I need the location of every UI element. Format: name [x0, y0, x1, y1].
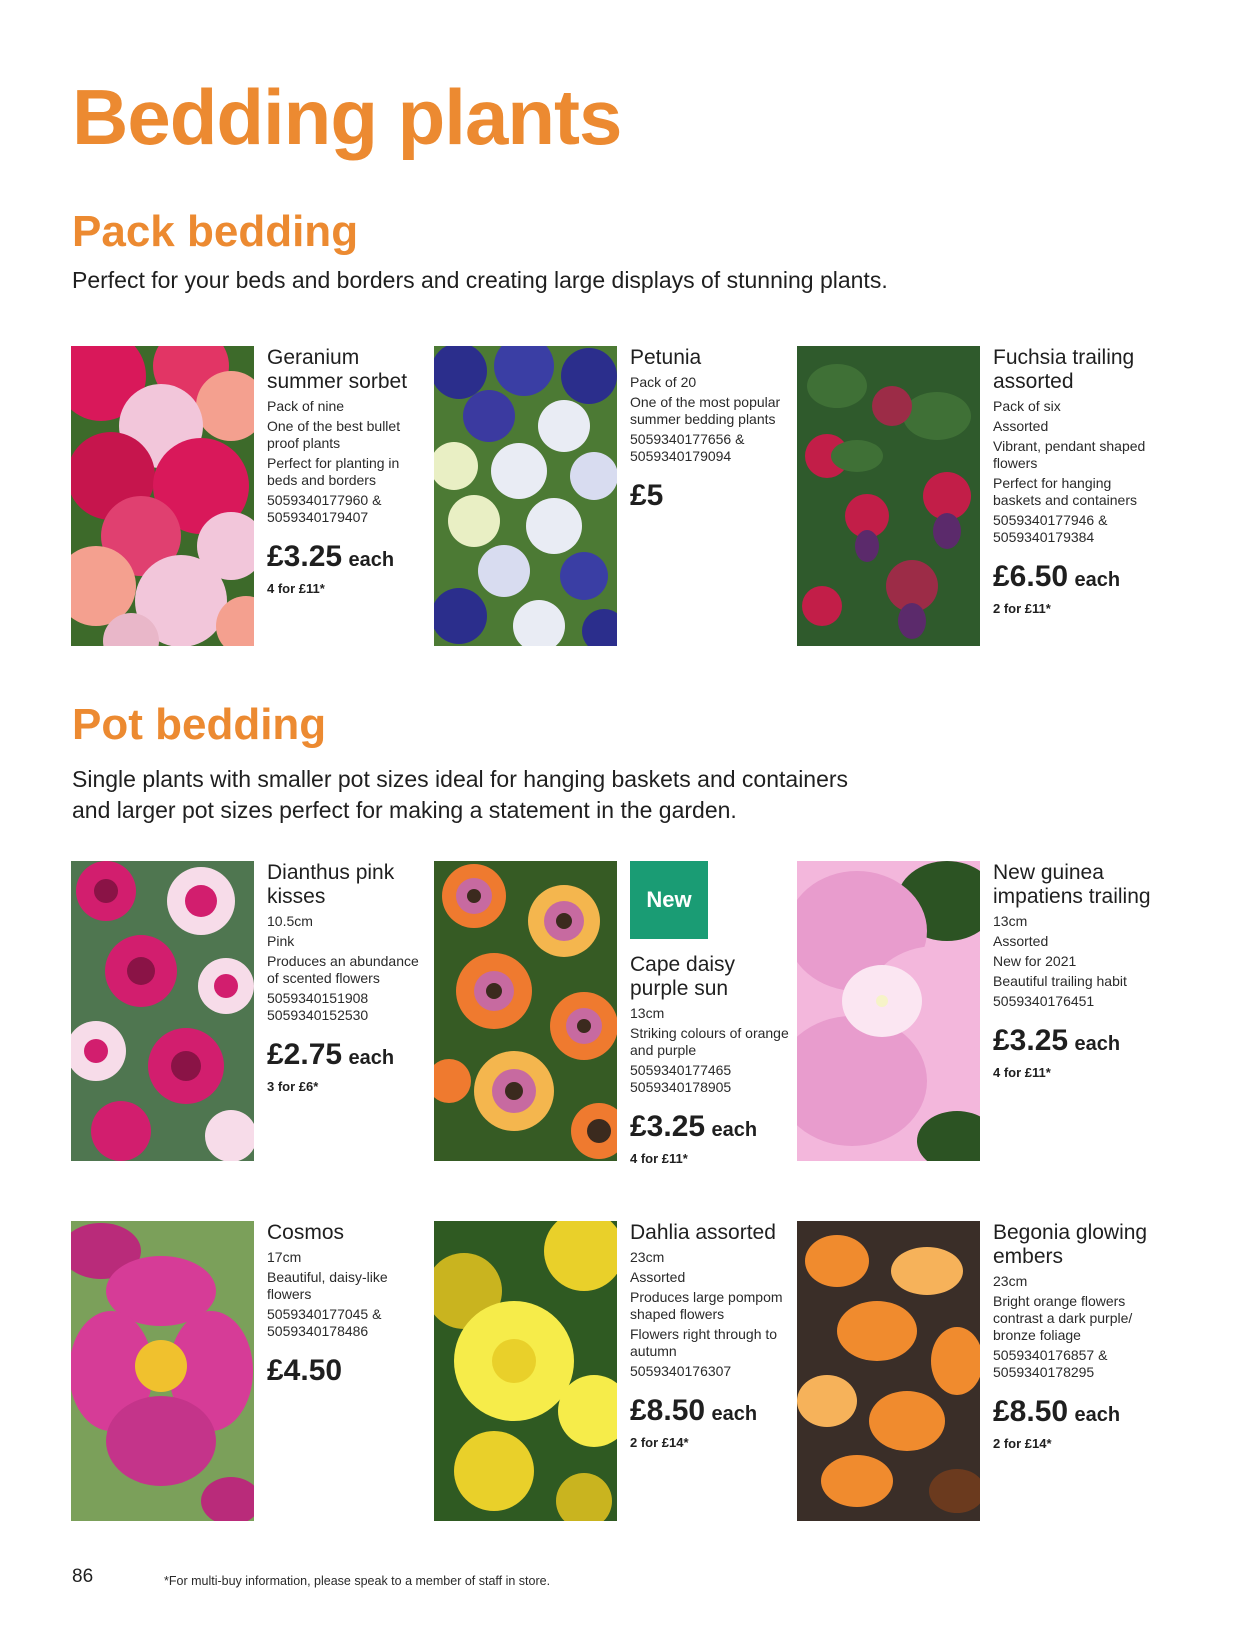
product-detail: 23cm: [993, 1273, 1028, 1289]
product-name: New guinea impatiens trailing: [993, 861, 1151, 908]
multibuy-offer: 4 for £11*: [993, 1065, 1051, 1080]
product-name: Petunia: [630, 346, 702, 369]
multibuy-footnote: *For multi-buy information, please speak to a member of staff in store.: [164, 1574, 551, 1588]
product-detail: Flowers right through to autumn: [630, 1326, 778, 1359]
multibuy-offer: 4 for £11*: [630, 1151, 688, 1166]
impatiens-photo: [797, 861, 980, 1161]
price-unit: each: [348, 549, 395, 571]
begonia-info: [993, 1221, 1153, 1451]
price: £3.25: [993, 1024, 1069, 1057]
product-code: 5059340176451: [993, 993, 1095, 1009]
product-detail: Perfect for hanging baskets and containers: [993, 475, 1137, 508]
price-row: [630, 1110, 790, 1149]
product-detail: Bright orange flowers contrast a dark purple/ bronze foliage: [993, 1293, 1133, 1343]
product-detail: Pink: [267, 933, 295, 949]
product-code: 5059340177465: [630, 1062, 732, 1078]
petunia-info: [630, 346, 790, 518]
price: £8.50: [630, 1394, 706, 1427]
price: £6.50: [993, 560, 1069, 593]
multibuy-offer: 2 for £14*: [630, 1435, 689, 1450]
fuchsia-image: [797, 346, 980, 646]
product-name: Geranium summer sorbet: [267, 346, 408, 393]
product-card-dianthus: [71, 861, 423, 1161]
begonia-image: [797, 1221, 980, 1521]
cosmos-info: [267, 1221, 427, 1393]
dianthus-info: [267, 861, 427, 1094]
product-code: 5059340177656 &: [630, 431, 745, 447]
product-detail: Assorted: [993, 418, 1049, 434]
product-detail: Produces an abundance of scented flowers: [267, 953, 419, 986]
product-detail: Perfect for planting in beds and borders: [267, 455, 400, 488]
product-card-dahlia: [434, 1221, 786, 1521]
geranium-info: [267, 346, 427, 596]
product-detail: Pack of 20: [630, 374, 697, 390]
product-detail: Produces large pompom shaped flowers: [630, 1289, 783, 1322]
multibuy-offer: 2 for £14*: [993, 1436, 1052, 1451]
price-row: [993, 560, 1153, 599]
product-name: Dianthus pink kisses: [267, 861, 395, 908]
multibuy-offer: 3 for £6*: [267, 1079, 319, 1094]
multibuy-offer: 2 for £11*: [993, 601, 1051, 616]
begonia-photo: [797, 1221, 980, 1521]
product-detail: Assorted: [993, 933, 1049, 949]
product-card-cape-daisy: [434, 861, 789, 1166]
product-code: 5059340179094: [630, 448, 732, 464]
product-detail: Striking colours of orange and purple: [630, 1025, 789, 1058]
product-detail: Vibrant, pendant shaped flowers: [993, 438, 1146, 471]
product-detail: 13cm: [993, 913, 1028, 929]
price-unit: each: [348, 1047, 395, 1069]
price: £3.25: [267, 540, 343, 573]
pot-bedding-intro-line1: Single plants with smaller pot sizes ideal for hanging baskets and containers: [72, 766, 849, 792]
product-detail: 17cm: [267, 1249, 302, 1265]
price: £8.50: [993, 1395, 1069, 1428]
cape-daisy-photo: [434, 861, 617, 1161]
multibuy-offer: 4 for £11*: [267, 581, 325, 596]
product-code: 5059340152530: [267, 1007, 369, 1023]
cosmos-image: [71, 1221, 254, 1521]
price: £2.75: [267, 1038, 343, 1071]
dahlia-image: [434, 1221, 617, 1521]
price-row: [267, 1354, 427, 1393]
product-code: 5059340177946 &: [993, 512, 1108, 528]
product-detail: One of the most popular summer bedding plants: [630, 394, 781, 427]
price-row: [267, 1038, 427, 1077]
product-code: 5059340179384: [993, 529, 1095, 545]
fuchsia-info: [993, 346, 1153, 616]
product-card-fuchsia: [797, 346, 1149, 646]
pack-bedding-intro: Perfect for your beds and borders and creating large displays of stunning plants.: [72, 267, 888, 293]
product-detail: Beautiful, daisy-like flowers: [267, 1269, 388, 1302]
price: £3.25: [630, 1110, 706, 1143]
cape-daisy-info: [630, 861, 790, 1166]
price-row: [267, 540, 427, 579]
price-unit: each: [711, 1119, 758, 1141]
new-badge: New: [630, 861, 708, 939]
product-detail: Pack of six: [993, 398, 1061, 414]
price-unit: each: [711, 1403, 758, 1425]
product-name: Dahlia assorted: [630, 1221, 776, 1244]
product-name: Cape daisy purple sun: [630, 953, 736, 1000]
product-card-petunia: [434, 346, 786, 646]
impatiens-info: [993, 861, 1153, 1080]
product-card-cosmos: [71, 1221, 423, 1521]
petunia-image: [434, 346, 617, 646]
dianthus-image: [71, 861, 254, 1161]
product-name: Fuchsia trailing assorted: [993, 346, 1135, 393]
cosmos-photo: [71, 1221, 254, 1521]
dahlia-photo: [434, 1221, 617, 1521]
product-detail: Pack of nine: [267, 398, 345, 414]
product-detail: 10.5cm: [267, 913, 313, 929]
petunia-photo: [434, 346, 617, 646]
product-detail: 23cm: [630, 1249, 665, 1265]
product-card-geranium: [71, 346, 423, 646]
product-detail: Beautiful trailing habit: [993, 973, 1127, 989]
price-row: [630, 479, 790, 518]
product-code: 5059340177960 &: [267, 492, 382, 508]
pack-bedding-heading: Pack bedding: [72, 207, 359, 256]
product-code: 5059340151908: [267, 990, 369, 1006]
page-number: 86: [72, 1566, 94, 1587]
product-code: 5059340178295: [993, 1364, 1095, 1380]
product-code: 5059340179407: [267, 509, 369, 525]
dianthus-photo: [71, 861, 254, 1161]
product-code: 5059340178905: [630, 1079, 732, 1095]
product-card-impatiens: [797, 861, 1149, 1161]
product-detail: 13cm: [630, 1005, 665, 1021]
product-card-begonia: [797, 1221, 1149, 1521]
page-title: Bedding plants: [72, 73, 622, 161]
product-code: 5059340177045 &: [267, 1306, 382, 1322]
price-row: [630, 1394, 790, 1433]
geranium-photo: [71, 346, 254, 646]
product-name: Cosmos: [267, 1221, 345, 1244]
product-detail: New for 2021: [993, 953, 1077, 969]
product-name: Begonia glowing embers: [993, 1221, 1148, 1268]
geranium-image: [71, 346, 254, 646]
price: £4.50: [267, 1354, 343, 1387]
pot-bedding-heading: Pot bedding: [72, 700, 327, 749]
price: £5: [630, 479, 664, 512]
price-unit: each: [1074, 1033, 1121, 1055]
dahlia-info: [630, 1221, 790, 1450]
fuchsia-photo: [797, 346, 980, 646]
impatiens-image: [797, 861, 980, 1161]
product-code: 5059340176857 &: [993, 1347, 1108, 1363]
pot-bedding-intro-line2: and larger pot sizes perfect for making a statement in the garden.: [72, 797, 737, 823]
price-unit: each: [1074, 569, 1121, 591]
price-row: [993, 1024, 1153, 1063]
price-row: [993, 1395, 1153, 1434]
product-detail: Assorted: [630, 1269, 686, 1285]
product-detail: One of the best bullet proof plants: [267, 418, 401, 451]
price-unit: each: [1074, 1404, 1121, 1426]
cape-daisy-image: [434, 861, 617, 1161]
product-code: 5059340178486: [267, 1323, 369, 1339]
product-code: 5059340176307: [630, 1363, 732, 1379]
